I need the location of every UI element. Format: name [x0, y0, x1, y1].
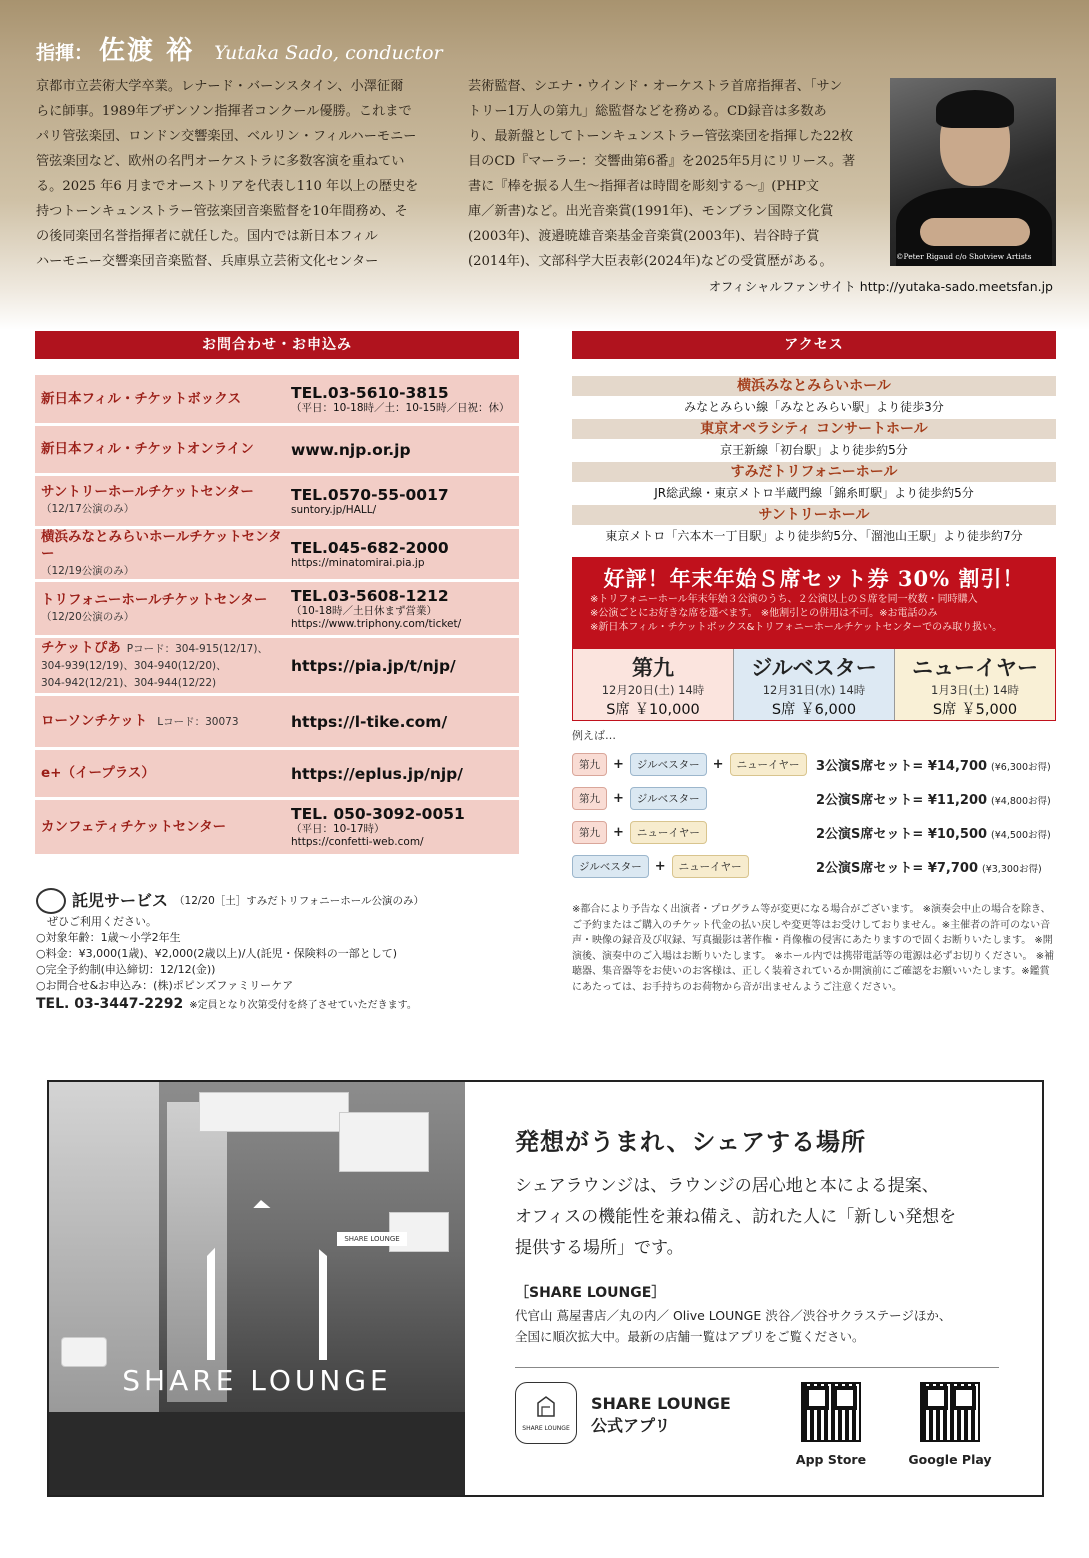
photo-credit: ©Peter Rigaud c/o Shotview Artists [896, 252, 1032, 261]
example-row [572, 747, 1056, 781]
plus-icon: + [613, 824, 624, 840]
contact-name [35, 441, 291, 458]
contact-info [291, 384, 519, 415]
set-total [816, 789, 1051, 808]
contact-row[interactable] [35, 476, 519, 526]
example-row [572, 781, 1056, 815]
share-lounge-ad [47, 1080, 1044, 1497]
conductor-header [36, 30, 443, 67]
app-icon-text: SHARE LOUNGE [522, 1425, 570, 1432]
contact-detail: （平日：10-18時／土：10-15時／日祝：休） [291, 401, 510, 414]
hall-route: みなとみらい線「みなとみらい駅」より徒歩3分 [684, 400, 944, 414]
childcare-tel-note: ※定員となり次第受付を終了させていただきます。 [189, 1000, 417, 1011]
concert-name: 第九 [632, 655, 674, 680]
app-section [515, 1382, 999, 1472]
app-name: SHARE LOUNGE [591, 1394, 731, 1413]
ad-logo-text: SHARE LOUNGE [122, 1364, 392, 1397]
concert-tag: 第九 [572, 753, 607, 776]
promo-note: ※トリフォニーホール年末年始３公演のうち、２公演以上のＳ席を同一枚数・同時購入 [590, 594, 978, 605]
app-subtitle: 公式アプリ [591, 1416, 671, 1435]
contact-note: （12/19公演のみ） [41, 564, 135, 577]
contact-list [35, 375, 519, 857]
concert-tag: ニューイヤー [672, 855, 749, 878]
contact-row[interactable] [35, 582, 519, 635]
contact-detail: suntory.jp/HALL/ [291, 503, 377, 516]
set-saving: (¥4,500お得) [991, 829, 1051, 841]
contact-main[interactable]: TEL.03-5610-3815 [291, 383, 449, 402]
concert-price-box [895, 649, 1055, 720]
contact-main[interactable]: https://l-tike.com/ [291, 712, 448, 731]
example-label: 例えば… [572, 729, 616, 742]
contact-row[interactable] [35, 696, 519, 747]
divider [515, 1367, 999, 1368]
contact-name-text: チケットぴあ [41, 640, 121, 656]
contact-name-text: 横浜みなとみらいホールチケットセンター [41, 528, 282, 562]
contact-name [35, 640, 291, 691]
contact-row[interactable] [35, 529, 519, 579]
concert-date: 12月31日(水) 14時 [762, 683, 866, 697]
google-play-label[interactable]: Google Play [908, 1452, 992, 1467]
contact-name [35, 391, 291, 408]
contact-row[interactable] [35, 800, 519, 854]
plus-icon: + [613, 790, 624, 806]
hall-name: サントリーホール [572, 505, 1056, 525]
concert-tag: ニューイヤー [730, 753, 807, 776]
access-list [572, 376, 1056, 548]
plus-icon: + [712, 756, 724, 772]
ad-body: シェアラウンジは、ラウンジの居心地と本による提案、 オフィスの機能性を兼ね備え、訪れた人に「新しい発想を 提供する場所」です。 [515, 1176, 957, 1258]
contact-name-text: カンフェティチケットセンター [41, 818, 227, 835]
contact-info [291, 713, 519, 731]
fansite-link[interactable]: オフィシャルファンサイト http://yutaka-sado.meetsfan.jp [708, 279, 1053, 294]
contact-name [35, 484, 291, 518]
disclaimer-notes: ※都合により予告なく出演者・プログラム等が変更になる場合がございます。 ※演奏会中止の場合を除き、ご予約またはご購入のチケット代金の払い戻しや変更等はお受けしておりません。※主催者の許可のない音声・映像の録音及び収録、写真撮影は著作権・肖像権の侵害にあたりますので固くお断りいたします。 ※開演後、演奏中のご入場はお断りいたします。 ※ホール内では携帯電話等の電源は必ずお切りください。 ※補聴器、集音器等をお使いのお客様は、正しく装着されているか開演前にご確認をお願いいたします。※鑑賞にあたっては、お手持ちのお荷物から音が出ませんようご注意ください。 [572, 904, 1055, 993]
set-total-text: 2公演S席セット= ¥7,700 [816, 860, 978, 876]
conductor-role: 指揮： [36, 42, 94, 64]
childcare-line: ○対象年齢：1歳～小学2年生 [36, 931, 181, 944]
contact-name [35, 765, 291, 782]
childcare-line: ○完全予約制(申込締切：12/12(金)) [36, 963, 216, 976]
hall-route: 東京メトロ「六本木一丁目駅」より徒歩約5分、「溜池山王駅」より徒歩約7分 [605, 529, 1023, 543]
concert-tag: 第九 [572, 821, 607, 844]
hall-name: 横浜みなとみらいホール [572, 376, 1056, 396]
contact-row[interactable] [35, 426, 519, 473]
childcare-title: 託児サービス [72, 891, 169, 910]
concert-tag: ジルベスター [630, 753, 707, 776]
conductor-photo [890, 78, 1056, 266]
concert-tag: ジルベスター [630, 787, 707, 810]
concert-price: S席 ￥5,000 [932, 702, 1018, 718]
google-play-qr-icon[interactable] [920, 1382, 980, 1442]
contact-info [291, 657, 519, 675]
contact-note: Lコード：30073 [157, 716, 239, 728]
childcare-title-note: （12/20［土］すみだトリフォニーホール公演のみ） [174, 895, 425, 907]
example-row [572, 849, 1056, 883]
contact-info [291, 441, 519, 459]
contact-note: （12/17公演のみ） [41, 503, 135, 515]
set-examples [572, 727, 1056, 883]
hall-name: 東京オペラシティ コンサートホール [572, 419, 1056, 439]
app-store-label[interactable]: App Store [795, 1452, 867, 1467]
ad-locations: 代官山 蔦屋書店／丸の内／ Olive LOUNGE 渋谷／渋谷サクラステージほか、 全国に順次拡大中。最新の店舗一覧はアプリをご覧ください。 [515, 1308, 952, 1344]
lounge-sign: SHARE LOUNGE [337, 1232, 407, 1246]
contact-info [291, 805, 519, 849]
contact-name [35, 592, 291, 626]
app-icon[interactable] [515, 1382, 577, 1444]
promo-note: ※公演ごとにお好きな席を選べます。 ※他割引との併用は不可。※お電話のみ [590, 608, 938, 619]
contact-main[interactable]: TEL.045-682-2000 [291, 538, 449, 557]
concert-price-box [734, 649, 895, 720]
contact-row[interactable] [35, 750, 519, 797]
childcare-section [36, 888, 536, 1014]
contact-info [291, 486, 519, 517]
promo-note: ※新日本フィル・チケットボックス&トリフォニーホールチケットセンターでのみ取り扱い。 [590, 622, 1003, 633]
concert-price: S席 ￥6,000 [771, 702, 857, 718]
set-total [816, 823, 1051, 842]
conductor-name-en: Yutaka Sado, conductor [214, 42, 443, 64]
childcare-tel[interactable]: TEL. 03-3447-2292 [36, 996, 184, 1012]
promo-title: 好評！年末年始Ｓ席セット券 30% 割引！ [603, 566, 1025, 591]
concert-price: S席 ￥10,000 [606, 702, 700, 718]
contact-note: Pコード：304-915(12/17)、 304-939(12/19)、304-940(12/20)、 304-942(12/21)、304-944(12/22) [41, 643, 268, 689]
childcare-line: ○お問合せ&お申込み：(株)ポピンズファミリーケア [36, 979, 294, 992]
set-saving: (¥4,800お得) [991, 795, 1051, 807]
concert-date: 12月20日(土) 14時 [601, 683, 705, 697]
plus-icon: + [613, 756, 624, 772]
concert-prices [572, 649, 1056, 721]
contact-name [35, 819, 291, 836]
contact-name [35, 529, 291, 580]
set-total [816, 755, 1051, 774]
set-total-text: 2公演S席セット= ¥10,500 [816, 826, 988, 842]
contact-detail: https://minatomirai.pia.jp [291, 556, 425, 569]
hall-route: JR総武線・東京メトロ半蔵門線「錦糸町駅」より徒歩約5分 [654, 486, 974, 500]
promo-banner [572, 557, 1056, 649]
contact-name-text: 新日本フィル・チケットオンライン [41, 441, 254, 457]
contact-name-text: ローソンチケット [41, 713, 148, 729]
plus-icon: + [654, 858, 666, 874]
contact-info [291, 765, 519, 783]
contact-detail: （平日：10-17時） https://confetti-web.com/ [291, 823, 424, 848]
contact-main[interactable]: www.njp.or.jp [291, 440, 411, 459]
contact-main[interactable]: https://eplus.jp/njp/ [291, 764, 463, 783]
concert-name: ニューイヤー [912, 655, 1038, 680]
childcare-line: ○料金：¥3,000(1歳)、¥2,000(2歳以上)/人(託児・保険料の一部として) [36, 947, 398, 960]
contact-name-text: e+（イープラス） [41, 765, 155, 781]
contact-note: （12/20公演のみ） [41, 610, 135, 623]
contact-name-text: サントリーホールチケットセンター [41, 484, 254, 500]
biography-left: 京都市立芸術大学卒業。レナード・バーンスタイン、小澤征爾 らに師事。1989年ブザンソン指揮者コンクール優勝。これまで パリ管弦楽団、ロンドン交響楽団、ベルリン・フィルハーモニー 管弦楽団など、欧州の名門オーケストラに多数客演を重ねてい る。2025 年6 月までオーストリアを代表し110 年以上の歴史を 持つトーンキュンストラー管弦楽団音楽監督を10年間務め、そ の後同楽団名誉指揮者に就任した。国内では新日本フィル ハーモニー交響楽団音楽監督、兵庫県立芸術文化センター [36, 79, 419, 269]
contact-name [35, 713, 291, 730]
set-total-text: 2公演S席セット= ¥11,200 [816, 792, 988, 808]
concert-tag: 第九 [572, 787, 607, 810]
childcare-line: ぜひご利用ください。 [36, 915, 157, 928]
contact-row[interactable] [35, 375, 519, 423]
contact-main[interactable]: https://pia.jp/t/njp/ [291, 656, 456, 675]
concert-name: ジルベスター [751, 655, 877, 680]
contact-detail: （10-18時／土日休まず営業） https://www.triphony.com/ticket/ [291, 604, 462, 630]
contact-info [291, 587, 519, 631]
contact-main[interactable]: TEL.0570-55-0017 [291, 485, 449, 504]
concert-price-box [573, 649, 734, 720]
hall-route: 京王新線「初台駅」より徒歩約5分 [720, 443, 908, 457]
biography-right: 芸術監督、シエナ・ウインド・オーケストラ首席指揮者、「サン トリー1万人の第九」総監督などを務める。CD録音は多数あ り、最新盤としてトーンキュンストラー管弦楽団を指揮した22枚 目のCD『マーラー：交響曲第6番』を2025年5月にリリース。著 書に『棒を振る人生～指揮者は時間を彫刻する～』(PHP文 庫／新書)など。出光音楽賞(1991年)、モンブラン国際文化賞 (2003年)、渡邉暁雄音楽基金音楽賞(2003年)、岩谷時子賞 (2014年)、文部科学大臣表彰(2024年)などの受賞歴がある。 [468, 79, 856, 269]
hall-name: すみだトリフォニーホール [572, 462, 1056, 482]
contact-header: お問合わせ・お申込み [35, 331, 519, 359]
access-header: アクセス [572, 331, 1056, 359]
set-saving: (¥3,300お得) [982, 863, 1042, 875]
set-total [816, 857, 1042, 876]
contact-row[interactable] [35, 638, 519, 693]
contact-main[interactable]: TEL.03-5608-1212 [291, 586, 449, 605]
concert-date: 1月3日(土) 14時 [931, 683, 1019, 697]
contact-info [291, 539, 519, 570]
conductor-name: 佐渡 裕 [99, 36, 195, 66]
child-face-icon [36, 888, 66, 914]
concert-tag: ニューイヤー [630, 821, 707, 844]
lounge-photo [49, 1082, 465, 1495]
set-saving: (¥6,300お得) [991, 761, 1051, 773]
ad-headline: 発想がうまれ、シェアする場所 [515, 1128, 866, 1156]
concert-tag: ジルベスター [572, 855, 649, 878]
example-row [572, 815, 1056, 849]
ad-brand: ［SHARE LOUNGE］ [515, 1285, 666, 1301]
app-store-qr-icon[interactable] [801, 1382, 861, 1442]
contact-main[interactable]: TEL. 050-3092-0051 [291, 805, 465, 823]
contact-name-text: 新日本フィル・チケットボックス [41, 390, 242, 407]
set-total-text: 3公演S席セット= ¥14,700 [816, 758, 988, 774]
contact-name-text: トリフォニーホールチケットセンター [41, 591, 268, 608]
